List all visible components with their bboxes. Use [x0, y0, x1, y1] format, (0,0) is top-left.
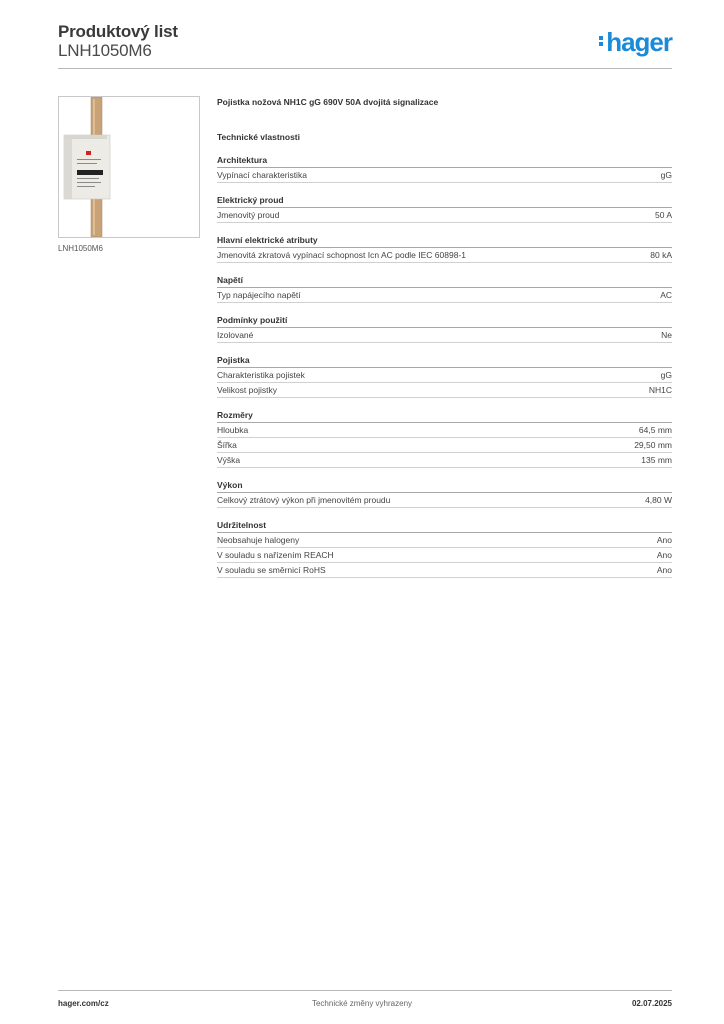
- footer-notice: Technické změny vyhrazeny: [311, 999, 413, 1008]
- spec-group-title: Udržitelnost: [217, 519, 672, 533]
- spec-value: Ano: [656, 535, 672, 545]
- spec-value: 80 kA: [650, 250, 672, 260]
- spec-label: Typ napájecího napětí: [217, 290, 301, 300]
- spec-label: Neobsahuje halogeny: [217, 535, 300, 545]
- spec-group-title: Rozměry: [217, 409, 672, 423]
- spec-label: Vypínací charakteristika: [217, 170, 307, 180]
- spec-row: [217, 453, 672, 468]
- fuse-image-icon: [59, 97, 199, 237]
- spec-label: Celkový ztrátový výkon při jmenovitém proudu: [217, 495, 391, 505]
- footer-date: 02.07.2025: [631, 999, 672, 1008]
- spec-row: [217, 533, 672, 548]
- logo-colon-icon: [599, 34, 604, 48]
- spec-group-title: Napětí: [217, 274, 672, 288]
- spec-row: [217, 328, 672, 343]
- spec-label: Velikost pojistky: [217, 385, 277, 395]
- spec-label: Jmenovitá zkratová vypínací schopnost Icn AC podle IEC 60898-1: [217, 250, 466, 260]
- section-title: Technické vlastnosti: [217, 132, 300, 142]
- spec-value: 50 A: [654, 210, 672, 220]
- spec-row: [217, 423, 672, 438]
- spec-row: [217, 368, 672, 383]
- spec-group: [217, 314, 672, 343]
- spec-value: 4,80 W: [645, 495, 672, 505]
- header-divider: [58, 68, 672, 69]
- spec-value: gG: [660, 370, 672, 380]
- spec-content: [217, 96, 672, 578]
- spec-group-title: Hlavní elektrické atributy: [217, 234, 672, 248]
- spec-group: [217, 479, 672, 508]
- spec-value: NH1C: [648, 385, 672, 395]
- page-title: Produktový list: [58, 22, 178, 41]
- spec-row: [217, 208, 672, 223]
- spec-row: [217, 248, 672, 263]
- spec-group: [217, 409, 672, 468]
- footer-website[interactable]: hager.com/cz: [58, 999, 109, 1008]
- spec-row: [217, 493, 672, 508]
- spec-group: [217, 274, 672, 303]
- spec-label: Hloubka: [217, 425, 249, 435]
- spec-group-title: Podmínky použití: [217, 314, 672, 328]
- logo-text: hager: [606, 27, 672, 57]
- spec-group-title: Architektura: [217, 154, 672, 168]
- spec-group: [217, 234, 672, 263]
- spec-label: V souladu s nařízením REACH: [217, 550, 334, 560]
- product-description: Pojistka nožová NH1C gG 690V 50A dvojitá signalizace: [217, 97, 439, 107]
- brand-logo: [599, 28, 672, 56]
- spec-label: Izolované: [217, 330, 254, 340]
- spec-label: Šířka: [217, 440, 237, 450]
- spec-value: 29,50 mm: [634, 440, 672, 450]
- spec-row: [217, 563, 672, 578]
- spec-label: V souladu se směrnicí RoHS: [217, 565, 326, 575]
- spec-row: [217, 168, 672, 183]
- image-caption: LNH1050M6: [58, 244, 103, 253]
- spec-label: Výška: [217, 455, 241, 465]
- spec-group-title: Pojistka: [217, 354, 672, 368]
- spec-label: Jmenovitý proud: [217, 210, 280, 220]
- spec-value: gG: [660, 170, 672, 180]
- spec-row: [217, 548, 672, 563]
- spec-value: Ano: [656, 565, 672, 575]
- spec-label: Charakteristika pojistek: [217, 370, 305, 380]
- spec-row: [217, 438, 672, 453]
- spec-group: [217, 154, 672, 183]
- product-code: LNH1050M6: [58, 41, 152, 60]
- spec-groups: [217, 154, 672, 578]
- spec-group: [217, 194, 672, 223]
- spec-value: 135 mm: [641, 455, 672, 465]
- footer-divider: [58, 990, 672, 991]
- spec-row: [217, 383, 672, 398]
- spec-group: [217, 519, 672, 578]
- spec-row: [217, 288, 672, 303]
- spec-group-title: Elektrický proud: [217, 194, 672, 208]
- spec-value: AC: [660, 290, 672, 300]
- spec-value: Ano: [656, 550, 672, 560]
- spec-value: 64,5 mm: [638, 425, 672, 435]
- spec-value: Ne: [661, 330, 672, 340]
- spec-group: [217, 354, 672, 398]
- product-image: [58, 96, 200, 238]
- spec-group-title: Výkon: [217, 479, 672, 493]
